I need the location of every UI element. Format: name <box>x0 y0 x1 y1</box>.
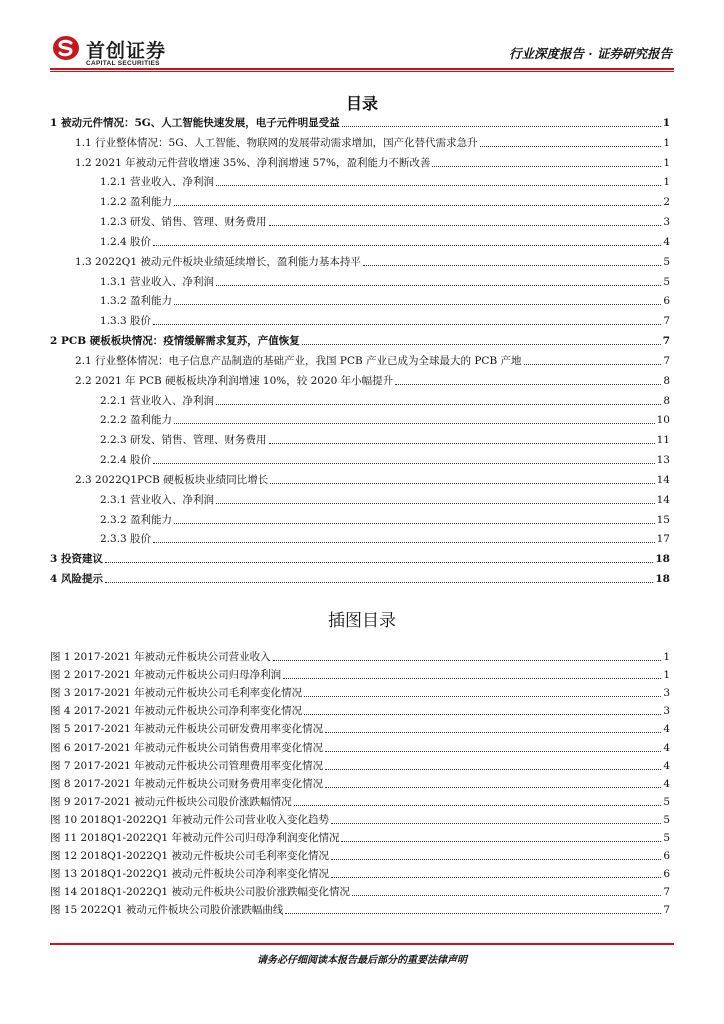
dot-leader <box>395 384 661 385</box>
toc-entry[interactable] <box>50 570 670 586</box>
dot-leader <box>216 404 661 405</box>
figure-entry-page: 4 <box>663 723 670 736</box>
page-header <box>0 0 724 67</box>
figure-entry-text: 图 13 2018Q1-2022Q1 被动元件板块公司净利率变化情况 <box>50 868 329 881</box>
dot-leader <box>331 877 661 878</box>
figure-entry-text: 图 2 2017-2021 年被动元件板块公司归母净利润 <box>50 669 282 682</box>
toc-entry[interactable] <box>75 154 670 170</box>
figure-entry[interactable] <box>50 847 670 863</box>
dot-leader <box>216 503 655 504</box>
toc-entry[interactable] <box>75 372 670 388</box>
toc-entry-text: 2.2 2021 年 PCB 硬板板块净利润增速 10%，较 2020 年小幅提升 <box>75 374 394 387</box>
dot-leader <box>269 225 662 226</box>
toc-entry-page: 4 <box>663 235 670 248</box>
toc-entry-text: 2.3.2 盈利能力 <box>100 513 173 526</box>
dot-leader <box>325 751 661 752</box>
toc-entry-text: 3 投资建议 <box>50 553 103 566</box>
figure-entry-text: 图 9 2017-2021 被动元件板块公司股价涨跌幅情况 <box>50 795 292 808</box>
footer-rule <box>50 943 674 945</box>
figure-entry-text: 图 15 2022Q1 被动元件板块公司股价涨跌幅曲线 <box>50 904 284 917</box>
dot-leader <box>363 265 661 266</box>
toc-entry-page: 7 <box>662 335 670 348</box>
figure-entry-page: 4 <box>663 741 670 754</box>
figure-entry-text: 图 12 2018Q1-2022Q1 被动元件板块公司毛利率变化情况 <box>50 850 329 863</box>
report-type-label: 行业深度报告 · 证券研究报告 <box>508 46 672 61</box>
toc-entry-text: 1.3 2022Q1 被动元件板块业绩延续增长，盈利能力基本持平 <box>75 255 361 268</box>
figure-entry-text: 图 7 2017-2021 年被动元件板块公司管理费用率变化情况 <box>50 759 324 772</box>
figure-entry-page: 7 <box>663 886 670 899</box>
figure-list-title: 插图目录 <box>328 611 396 631</box>
dot-leader <box>270 483 654 484</box>
toc-entry[interactable] <box>100 392 670 408</box>
figure-entry-page: 5 <box>663 813 670 826</box>
toc-entry[interactable] <box>100 292 670 308</box>
figure-entry[interactable] <box>50 684 670 700</box>
dot-leader <box>174 304 661 305</box>
toc-entry-text: 2.3.3 股价 <box>100 533 152 546</box>
figure-entry[interactable] <box>50 865 670 881</box>
figure-entry[interactable] <box>50 811 670 827</box>
figure-entry-text: 图 8 2017-2021 年被动元件板块公司财务费用率变化情况 <box>50 777 324 790</box>
figure-entry[interactable] <box>50 775 670 791</box>
figure-entry[interactable] <box>50 883 670 899</box>
figure-entry-text: 图 3 2017-2021 年被动元件板块公司毛利率变化情况 <box>50 687 303 700</box>
dot-leader <box>174 205 661 206</box>
dot-leader <box>216 185 661 186</box>
header-rule <box>50 68 674 70</box>
dot-leader <box>174 523 655 524</box>
toc-entry-text: 1.2.3 研发、销售、管理、财务费用 <box>100 216 267 229</box>
toc-entry[interactable] <box>100 193 670 209</box>
figure-entry-page: 1 <box>663 651 670 663</box>
header-rule-thin <box>50 71 674 72</box>
dot-leader <box>352 895 661 896</box>
toc-entry[interactable] <box>100 431 670 447</box>
toc-entry-text: 1.2.2 盈利能力 <box>100 196 173 209</box>
figure-entry-page: 1 <box>663 669 670 682</box>
toc-entry[interactable] <box>100 511 670 527</box>
figure-entry-text: 图 10 2018Q1-2022Q1 年被动元件公司营业收入变化趋势 <box>50 813 329 826</box>
toc-entry-page: 2 <box>663 196 670 209</box>
figure-entry-text: 图 5 2017-2021 年被动元件板块公司研发费用率变化情况 <box>50 723 324 736</box>
figure-entry-text: 图 6 2017-2021 年被动元件板块公司销售费用率变化情况 <box>50 741 324 754</box>
toc-entry-page: 6 <box>663 295 670 308</box>
toc-entry-page: 17 <box>656 533 670 546</box>
toc-entry-page: 1 <box>663 136 670 149</box>
toc-entry-text: 1.3.3 股价 <box>100 315 152 328</box>
figure-entry[interactable] <box>50 901 670 917</box>
brand-name: 首创证券 <box>86 40 167 62</box>
figure-entry[interactable] <box>50 702 670 718</box>
toc-entry[interactable] <box>75 134 670 150</box>
toc-entry-page: 8 <box>663 394 670 407</box>
toc-title: 目录 <box>345 94 378 113</box>
dot-leader <box>153 542 655 543</box>
dot-leader <box>304 714 661 715</box>
toc-entry-text: 4 风险提示 <box>50 573 103 586</box>
capital-securities-logo-icon <box>52 35 80 61</box>
dot-leader <box>294 805 662 806</box>
toc-entry-text: 1.3.1 营业收入、净利润 <box>100 275 215 288</box>
toc-entry[interactable] <box>100 173 670 189</box>
dot-leader <box>105 582 653 583</box>
figure-entry-page: 6 <box>663 868 670 881</box>
toc-entry-page: 14 <box>656 473 670 486</box>
figure-entry[interactable] <box>50 829 670 845</box>
dot-leader <box>524 364 662 365</box>
dot-leader <box>273 660 662 661</box>
dot-leader <box>283 678 661 679</box>
dot-leader <box>285 913 661 914</box>
toc-entry-text: 1 被动元件情况：5G、人工智能快速发展，电子元件明显受益 <box>50 117 340 129</box>
toc-entry-text: 1.1 行业整体情况：5G、人工智能、物联网的发展带动需求增加，国产化替代需求急升 <box>75 136 478 149</box>
toc-entry[interactable] <box>100 491 670 507</box>
toc-entry[interactable] <box>50 114 670 130</box>
dot-leader <box>174 423 655 424</box>
toc-entry-page: 7 <box>663 354 670 367</box>
footer-disclaimer: 请务必仔细阅读本报告最后部分的重要法律声明 <box>257 955 467 966</box>
figure-entry[interactable] <box>50 757 670 773</box>
toc-entry-page: 18 <box>655 553 670 566</box>
toc-entry-page: 1 <box>662 117 670 129</box>
dot-leader <box>153 324 661 325</box>
toc-entry[interactable] <box>100 233 670 249</box>
toc-entry[interactable] <box>75 471 670 487</box>
toc-entry-text: 2.2.1 营业收入、净利润 <box>100 394 215 407</box>
figure-entry-page: 3 <box>663 687 670 700</box>
toc-entry-page: 11 <box>656 434 670 447</box>
figure-entry-page: 3 <box>663 705 670 718</box>
toc-entry-page: 15 <box>656 513 670 526</box>
toc-entry-text: 2.2.4 股价 <box>100 454 152 467</box>
toc-entry-text: 2.3.1 营业收入、净利润 <box>100 493 215 506</box>
toc-entry-text: 2.1 行业整体情况：电子信息产品制造的基础产业，我国 PCB 产业已成为全球最大的 PCB 产地 <box>75 354 522 367</box>
figure-entry-text: 图 1 2017-2021 年被动元件板块公司营业收入 <box>50 651 271 663</box>
dot-leader <box>302 344 661 345</box>
brand-english-name: CAPITAL SECURITIES <box>86 60 160 67</box>
figure-entry[interactable] <box>50 720 670 736</box>
figure-entry-page: 4 <box>663 777 670 790</box>
dot-leader <box>331 859 661 860</box>
toc-entry-page: 13 <box>656 454 670 467</box>
figure-entry-page: 5 <box>663 832 670 844</box>
toc-entry[interactable] <box>100 451 670 467</box>
dot-leader <box>153 463 655 464</box>
figure-entry[interactable] <box>50 793 670 809</box>
dot-leader <box>341 841 661 842</box>
toc-entry[interactable] <box>50 550 670 566</box>
toc-entry-page: 5 <box>663 275 670 288</box>
dot-leader <box>342 126 661 127</box>
toc-entry-text: 2.2.3 研发、销售、管理、财务费用 <box>100 434 267 447</box>
toc-entry[interactable] <box>100 312 670 328</box>
figure-entry[interactable] <box>50 739 670 755</box>
figure-entry-page: 6 <box>663 850 670 863</box>
figure-entry-text: 图 4 2017-2021 年被动元件板块公司净利率变化情况 <box>50 705 303 718</box>
toc-entry[interactable] <box>75 352 670 368</box>
toc-entry[interactable] <box>100 213 670 229</box>
toc-entry-page: 1 <box>663 176 670 189</box>
toc-entry-text: 1.2.4 股价 <box>100 235 152 248</box>
figure-entry-page: 4 <box>663 759 670 772</box>
toc-entry[interactable] <box>100 273 670 289</box>
dot-leader <box>325 732 661 733</box>
toc-entry-text: 2 PCB 硬板板块情况：疫情缓解需求复苏，产值恢复 <box>50 335 300 348</box>
figure-entry[interactable] <box>50 648 670 664</box>
dot-leader <box>153 245 661 246</box>
dot-leader <box>304 696 661 697</box>
toc-entry[interactable] <box>100 411 670 427</box>
toc-entry-text: 1.2.1 营业收入、净利润 <box>100 176 215 189</box>
toc-entry-text: 1.2 2021 年被动元件营收增速 35%、净利润增速 57%，盈利能力不断改善 <box>75 156 431 169</box>
toc-entry-page: 18 <box>655 573 670 586</box>
toc-entry-page: 5 <box>663 255 670 268</box>
toc-entry-page: 14 <box>656 493 670 506</box>
figure-entry[interactable] <box>50 666 670 682</box>
toc-entry-page: 3 <box>663 216 670 229</box>
figure-entry-text: 图 14 2018Q1-2022Q1 被动元件板块公司股价涨跌幅变化情况 <box>50 886 350 899</box>
dot-leader <box>216 285 661 286</box>
dot-leader <box>105 562 653 563</box>
toc-entry-page: 8 <box>663 374 670 387</box>
dot-leader <box>480 146 662 147</box>
toc-entry[interactable] <box>75 253 670 269</box>
toc-entry[interactable] <box>100 530 670 546</box>
toc-entry-page: 10 <box>656 414 670 427</box>
toc-entry[interactable] <box>50 332 670 348</box>
figure-entry-page: 7 <box>663 904 670 917</box>
toc-entry-page: 7 <box>663 315 670 328</box>
dot-leader <box>269 443 655 444</box>
toc-entry-text: 1.3.2 盈利能力 <box>100 295 173 308</box>
dot-leader <box>331 823 661 824</box>
dot-leader <box>325 769 661 770</box>
toc-entry-text: 2.2.2 盈利能力 <box>100 414 173 427</box>
figure-entry-page: 5 <box>663 795 670 808</box>
dot-leader <box>325 787 661 788</box>
dot-leader <box>432 166 661 167</box>
toc-entry-text: 2.3 2022Q1PCB 硬板板块业绩同比增长 <box>75 473 269 486</box>
toc-entry-page: 1 <box>663 156 670 169</box>
figure-entry-text: 图 11 2018Q1-2022Q1 年被动元件公司归母净利润变化情况 <box>50 832 340 844</box>
